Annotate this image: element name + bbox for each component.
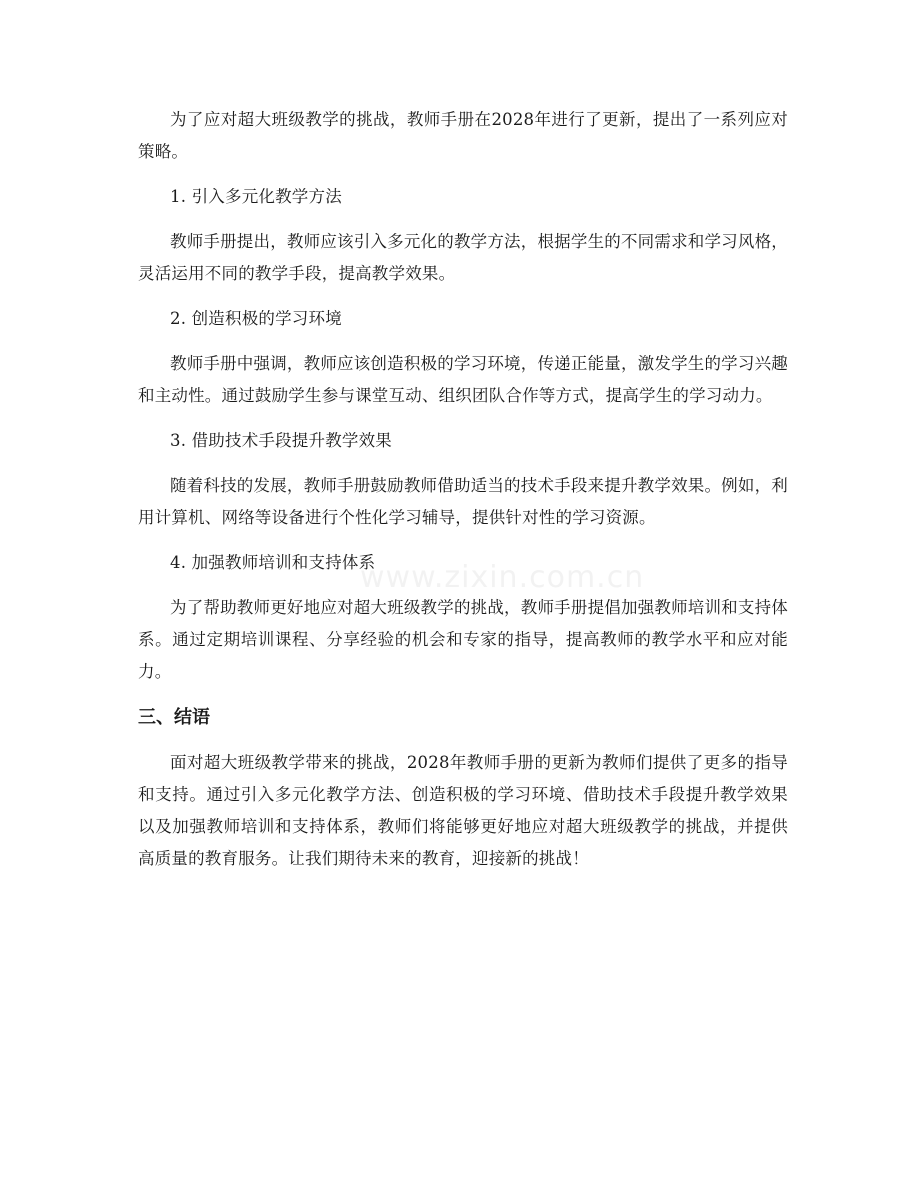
strategy-1-title: 1. 引入多元化教学方法 xyxy=(170,187,342,206)
strategy-3-body: 随着科技的发展，教师手册鼓励教师借助适当的技术手段来提升教学效果。例如，利用计算机、网络等设备进行个性化学习辅导，提供针对性的学习资源。 xyxy=(138,476,788,527)
intro-paragraph: 为了应对超大班级教学的挑战，教师手册在2028年进行了更新，提出了一系列应对策略。 xyxy=(138,110,788,161)
conclusion-body: 面对超大班级教学带来的挑战，2028年教师手册的更新为教师们提供了更多的指导和支持。通过引入多元化教学方法、创造积极的学习环境、借助技术手段提升教学效果以及加强教师培训和支持体系，教师们将能够更好地应对超大班级教学的挑战，并提供高质量的教育服务。让我们期待未来的教育，迎接新的挑战！ xyxy=(138,753,788,868)
strategy-4-body: 为了帮助教师更好地应对超大班级教学的挑战，教师手册提倡加强教师培训和支持体系。通过定期培训课程、分享经验的机会和专家的指导，提高教师的教学水平和应对能力。 xyxy=(138,598,788,681)
watermark-text: www.zixin.com.cn xyxy=(360,560,645,595)
strategy-2-body: 教师手册中强调，教师应该创造积极的学习环境，传递正能量，激发学生的学习兴趣和主动性。通过鼓励学生参与课堂互动、组织团队合作等方式，提高学生的学习动力。 xyxy=(138,354,788,405)
conclusion-heading: 三、结语 xyxy=(138,707,210,728)
strategy-4-title: 4. 加强教师培训和支持体系 xyxy=(170,553,376,572)
strategy-2-title: 2. 创造积极的学习环境 xyxy=(170,309,342,328)
strategy-3-title: 3. 借助技术手段提升教学效果 xyxy=(170,431,392,450)
strategy-1-body: 教师手册提出，教师应该引入多元化的教学方法，根据学生的不同需求和学习风格，灵活运用不同的教学手段，提高教学效果。 xyxy=(138,232,788,283)
document-page xyxy=(138,104,788,875)
